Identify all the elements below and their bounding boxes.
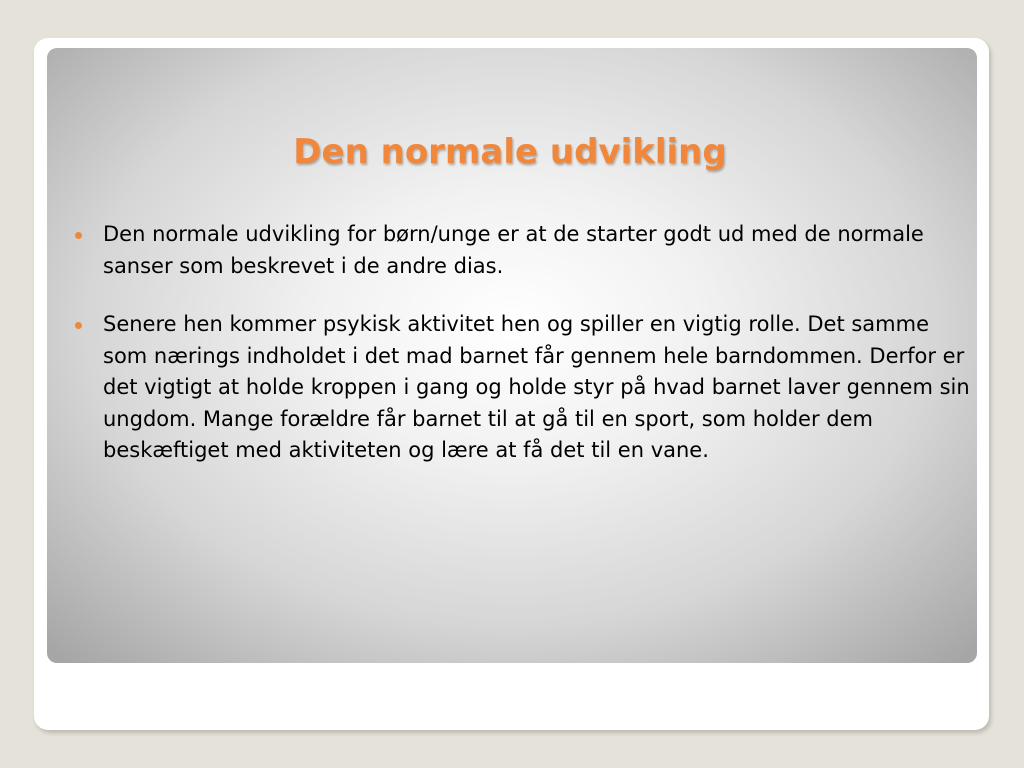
bullet-list bbox=[72, 219, 972, 494]
bullet-dot-icon bbox=[75, 322, 82, 329]
bullet-item bbox=[72, 219, 972, 282]
bullet-text: Den normale udvikling for børn/unge er at de starter godt ud med de normale sanser som beskrevet i de andre dias. bbox=[103, 222, 924, 278]
bullet-item bbox=[72, 309, 972, 467]
bullet-text: Senere hen kommer psykisk aktivitet hen og spiller en vigtig rolle. Det samme som nærings indholdet i det mad barnet får gennem hele barndommen. Derfor er det vigtigt at holde kroppen i gang og holde styr på hvad barnet laver gennem sin ungdom. Mange forældre får barnet til at gå til en sport, som holder dem beskæftiget med aktiviteten og lære at få det til en vane. bbox=[103, 312, 970, 462]
slide-title: Den normale udvikling bbox=[293, 132, 727, 172]
bullet-dot-icon bbox=[75, 232, 82, 239]
